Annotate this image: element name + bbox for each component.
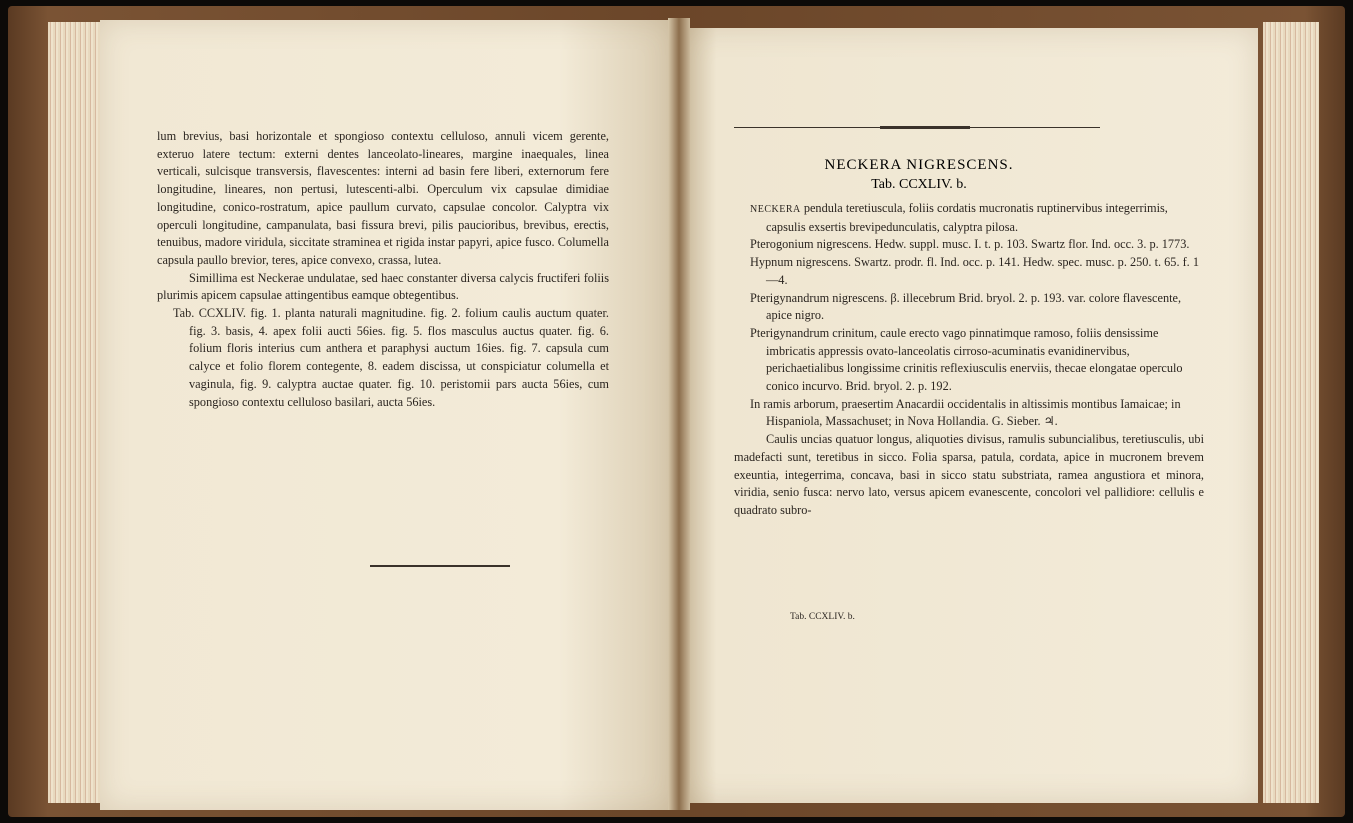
- page-edges-left: [48, 22, 104, 803]
- genus-label: NECKERA: [750, 204, 801, 215]
- habitat: In ramis arborum, praesertim Anacardii occidentalis in altissimis montibus Iamaicae; in Hispaniola, Massachuset; in Nova Hollandia. G. Sieber. ♃.: [750, 396, 1181, 429]
- synonym-4: Pterigynandrum crinitum, caule erecto vago pinnatimque ramoso, foliis densissime imbricatis appressis ovato-lanceolatis cirroso-acuminatis evanidinervibus, perichaetialibus longissime crinitis reflexiusculis enerviis, thecae elongatae operculo conico incurvo. Brid. bryol. 2. p. 192.: [750, 325, 1183, 394]
- synonym-3: Pterigynandrum nigrescens. β. illecebrum Brid. bryol. 2. p. 193. var. colore flavescente, apice nigro.: [750, 290, 1182, 323]
- left-end-rule: [370, 565, 510, 567]
- species-title: NECKERA NIGRESCENS.: [824, 157, 1014, 173]
- synonym-1: Pterogonium nigrescens. Hedw. suppl. musc. I. t. p. 103. Swartz flor. Ind. occ. 3. p. 1773.: [750, 237, 1190, 252]
- synonym-2: Hypnum nigrescens. Swartz. prodr. fl. Ind. occ. p. 141. Hedw. spec. musc. p. 250. t. 65. f. 1—4.: [750, 255, 1199, 287]
- species-plate: Tab. CCXLIV. b.: [871, 177, 967, 192]
- left-paragraph-1: lum brevius, basi horizontale et spongioso contextu celluloso, annuli vicem gerente, exteruo latere tectum: externi dentes lanceolato-lineares, margine inaequales, linea verticali, sulcisque transversis, flavescentes: interni ad basin fere liberi, externorum fere longitudine, lineares, non pertusi, lutescenti-albi. Operculum vix capsulae dimidiae longitudine, conico-rostratum, apice paullum curvato, capsulae concolor. Calyptra vix operculi longitudine, campanulata, basi fissura brevi, pilis paucioribus, brevibus, erectis, tenuibus, madore viridula, siccitate straminea et rigida instar papyri, apice fusco. Columella capsula paullo brevior, teres, apice convexo, crassa, lutea.: [157, 129, 609, 267]
- diagnosis-text: pendula teretiuscula, foliis cordatis mucronatis ruptinervibus integerrimis, capsulis exsertis brevipedunculatis, calyptra pilosa.: [766, 201, 1168, 234]
- book-gutter: [668, 18, 690, 810]
- left-page-text: [157, 128, 609, 411]
- right-header-rule-thick: [880, 126, 970, 129]
- page-edges-right: [1263, 22, 1319, 803]
- running-footer: Tab. CCXLIV. b.: [790, 612, 855, 622]
- species-entry: [734, 200, 1204, 520]
- left-paragraph-3: Tab. CCXLIV. fig. 1. planta naturali magnitudine. fig. 2. folium caulis auctum quater. fig. 3. basis, 4. apex folii aucti 56ies. fig. 5. flos masculus auctus quater. fig. 6. folium floris interius cum anthera et paraphysi auctum 16ies. fig. 7. capsula cum calyce et folio florem contegente, 8. eadem discissa, ut conspiciatur columella et vaginula, fig. 9. calyptra auctae quater. fig. 10. peristomii pars aucta 56ies, cum spongioso contextu celluloso basilari, aucta 56ies.: [173, 306, 609, 409]
- diagnosis-paragraph: [734, 200, 1204, 236]
- description-paragraph: Caulis uncias quatuor longus, aliquoties divisus, ramulis subuncialibus, teretiusculis, ubi madefacti sunt, teretibus in sicco. Folia sparsa, patula, cordata, apice in mucronem brevem exeuntia, integerrima, concava, basi in sicco statu substriata, ramea angustiora et minora, viridia, senio fusca: nervo lato, versus apicem evanescente, concolori vel pallidiore: cellulis e quadrato subro-: [734, 432, 1204, 517]
- left-paragraph-2: Simillima est Neckerae undulatae, sed haec constanter diversa calycis fructiferi foliis plurimis apicem capsulae attingentibus eamque obtegentibus.: [157, 270, 609, 303]
